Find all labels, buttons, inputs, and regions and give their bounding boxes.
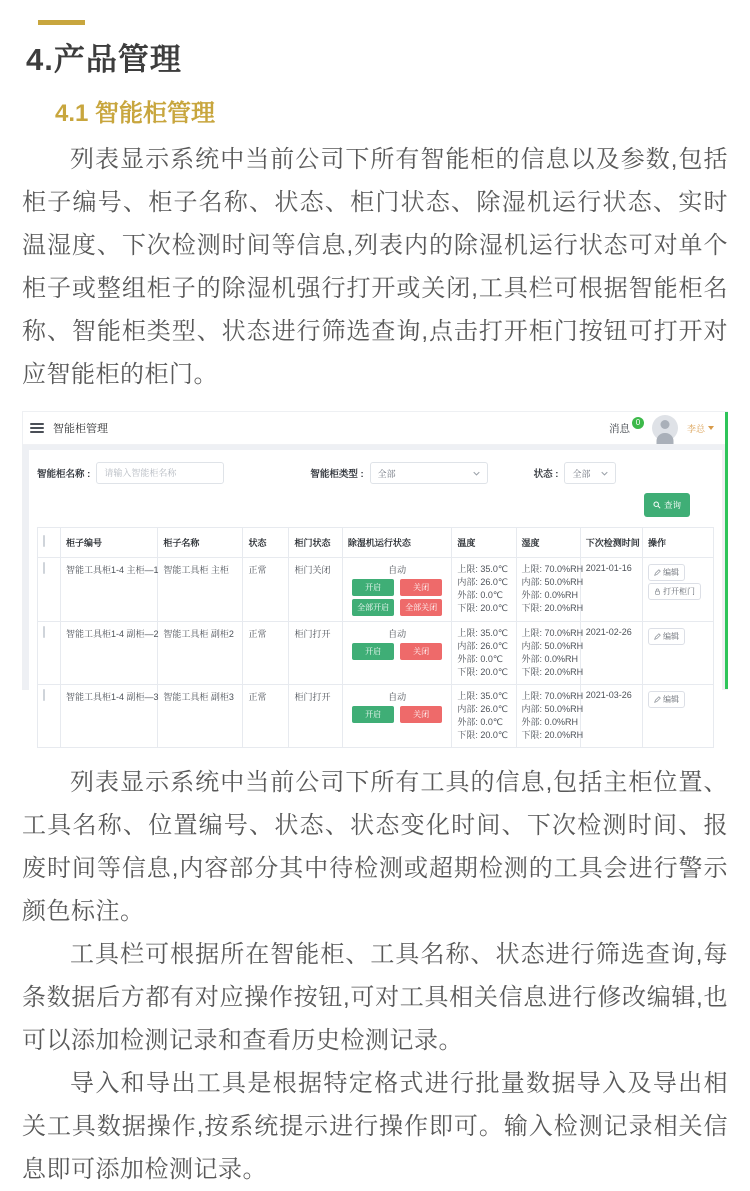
chevron-down-icon — [473, 470, 480, 477]
dehumidifier-cell — [342, 558, 452, 622]
dehumidifier-cell — [342, 685, 452, 748]
operation-cell — [642, 558, 713, 622]
humidity-line: 外部: 0.0%RH — [521, 654, 579, 665]
dehumidifier-off-button[interactable]: 关闭 — [400, 643, 442, 660]
green-edge-strip — [725, 412, 728, 689]
temperature-line: 上限: 35.0℃ — [457, 564, 508, 574]
humidity-line: 外部: 0.0%RH — [521, 590, 579, 601]
cabinet-name-cell: 智能工具柜 主柜 — [158, 558, 243, 622]
status-cell: 正常 — [243, 622, 289, 685]
cabinet-type-select[interactable] — [370, 462, 488, 484]
hamburger-menu-icon[interactable] — [30, 423, 44, 433]
row-checkbox[interactable] — [43, 626, 45, 638]
door-status-cell: 柜门关闭 — [289, 558, 342, 622]
app-body — [23, 445, 728, 766]
humidity-line: 上限: 70.0%RH — [521, 628, 584, 638]
next-check-cell: 2021-03-26 — [580, 685, 642, 748]
col-operation: 操作 — [642, 528, 713, 558]
col-status: 状态 — [243, 528, 289, 558]
door-status-cell: 柜门打开 — [289, 685, 342, 748]
app-header — [23, 412, 728, 445]
table-row — [38, 558, 714, 622]
section-4-2-paragraph-2: 工具栏可根据所在智能柜、工具名称、状态进行筛选查询,每条数据后方都有对应操作按钮,可对工具相关信息进行修改编辑,也可以添加检测记录和查看历史检测记录。 — [22, 941, 728, 1054]
col-cabinet-name: 柜子名称 — [158, 528, 243, 558]
next-check-cell: 2021-01-16 — [580, 558, 642, 622]
humidity-line: 上限: 70.0%RH — [521, 564, 584, 574]
humidity-line: 下限: 20.0%RH — [521, 667, 584, 678]
status-label: 状态 : — [533, 469, 559, 480]
filter-bar — [37, 462, 714, 484]
temperature-cell — [452, 685, 516, 748]
cabinet-table — [37, 527, 714, 748]
table-header-row — [38, 528, 714, 558]
messages-link[interactable] — [608, 418, 643, 436]
temperature-line: 上限: 35.0℃ — [457, 691, 508, 702]
temperature-line: 外部: 0.0℃ — [457, 590, 503, 601]
operation-cell — [642, 685, 713, 748]
cabinet-name-label: 智能柜名称 : — [37, 469, 91, 480]
humidity-line: 内部: 50.0%RH — [521, 577, 584, 588]
temperature-line: 内部: 26.0℃ — [457, 704, 508, 715]
cabinet-type-label: 智能柜类型 : — [310, 469, 364, 480]
dehumidifier-on-button[interactable]: 开启 — [352, 643, 394, 660]
section-4-1-paragraph: 列表显示系统中当前公司下所有智能柜的信息以及参数,包括柜子编号、柜子名称、状态、柜门状态、除湿机运行状态、实时温湿度、下次检测时间等信息,列表内的除湿机运行状态可对单个柜子或整组柜子的除湿机强行打开或关闭,工具栏可根据智能柜名称、智能柜类型、状态进行筛选查询,点击打开柜门按钮可打开对应智能柜的柜门。 — [22, 146, 728, 388]
status-select[interactable] — [564, 462, 616, 484]
dehumidifier-off-button[interactable]: 关闭 — [400, 706, 442, 723]
col-door-status: 柜门状态 — [289, 528, 342, 558]
pencil-icon — [654, 696, 661, 703]
cabinet-name-cell: 智能工具柜 副柜3 — [158, 685, 243, 748]
humidity-cell — [516, 622, 584, 685]
temperature-line: 下限: 20.0℃ — [457, 730, 508, 741]
door-status-cell: 柜门打开 — [289, 622, 342, 685]
dehumidifier-mode: 自动 — [388, 565, 407, 575]
accent-bar — [38, 20, 85, 25]
open-door-button[interactable] — [648, 583, 701, 600]
dehumidifier-mode: 自动 — [388, 692, 407, 703]
search-button[interactable] — [644, 493, 690, 517]
humidity-line: 外部: 0.0%RH — [521, 717, 579, 728]
edit-button[interactable] — [648, 691, 685, 708]
humidity-cell — [516, 558, 584, 622]
user-menu[interactable] — [687, 422, 714, 435]
smart-cabinet-screenshot — [22, 411, 728, 741]
lock-icon — [654, 588, 661, 595]
humidity-line: 内部: 50.0%RH — [521, 704, 584, 715]
app-title: 智能柜管理 — [53, 423, 108, 435]
humidity-line: 下限: 20.0%RH — [521, 603, 584, 614]
dehumidifier-on-button[interactable]: 开启 — [352, 579, 394, 596]
status-cell: 正常 — [243, 558, 289, 622]
humidity-line: 下限: 20.0%RH — [521, 730, 584, 741]
humidity-line: 上限: 70.0%RH — [521, 691, 584, 702]
edit-button-label: 编辑 — [662, 695, 679, 705]
row-checkbox[interactable] — [43, 689, 45, 701]
edit-button[interactable] — [648, 564, 685, 581]
search-icon — [653, 501, 661, 509]
status-cell: 正常 — [243, 685, 289, 748]
pencil-icon — [654, 633, 661, 640]
dehumidifier-all-on-button[interactable]: 全部开启 — [352, 599, 394, 616]
section-4-2-paragraph-1: 列表显示系统中当前公司下所有工具的信息,包括主柜位置、工具名称、位置编号、状态、状态变化时间、下次检测时间、报废时间等信息,内容部分其中待检测或超期检测的工具会进行警示颜色标注。 — [22, 769, 728, 925]
col-dehumidifier: 除湿机运行状态 — [342, 528, 452, 558]
dehumidifier-all-off-button[interactable]: 全部关闭 — [400, 599, 442, 616]
search-button-label: 查询 — [663, 500, 681, 510]
temperature-cell — [452, 558, 516, 622]
edit-button-label: 编辑 — [662, 632, 679, 641]
col-next-check: 下次检测时间 — [580, 528, 642, 558]
temperature-line: 外部: 0.0℃ — [457, 654, 503, 665]
dehumidifier-mode: 自动 — [388, 629, 407, 639]
chevron-down-icon — [601, 470, 608, 477]
humidity-cell — [516, 685, 584, 748]
dehumidifier-cell — [342, 622, 452, 685]
temperature-line: 外部: 0.0℃ — [457, 717, 503, 728]
table-row — [38, 685, 714, 748]
col-cabinet-no: 柜子编号 — [60, 528, 157, 558]
page-title: 4.产品管理 — [26, 42, 182, 77]
temperature-line: 下限: 20.0℃ — [457, 603, 508, 614]
operation-cell — [642, 622, 713, 685]
col-temperature: 温度 — [452, 528, 516, 558]
section-4-1-title: 4.1 智能柜管理 — [55, 100, 216, 127]
temperature-cell — [452, 622, 516, 685]
cabinet-name-input[interactable] — [96, 462, 224, 484]
cabinet-no-cell: 智能工具柜1-4 主柜—1 — [60, 558, 157, 622]
temperature-line: 上限: 35.0℃ — [457, 628, 508, 638]
avatar[interactable] — [652, 415, 678, 441]
cabinet-no-cell: 智能工具柜1-4 副柜—2 — [60, 622, 157, 685]
section-4-2-paragraph-3: 导入和导出工具是根据特定格式进行批量数据导入及导出相关工具数据操作,按系统提示进行操作即可。输入检测记录相关信息即可添加检测记录。 — [22, 1070, 728, 1183]
pencil-icon — [654, 569, 661, 576]
temperature-line: 内部: 26.0℃ — [457, 577, 508, 588]
content-panel — [29, 450, 722, 758]
status-value: 全部 — [572, 468, 591, 479]
messages-count-badge: 0 — [632, 417, 644, 429]
dehumidifier-on-button[interactable]: 开启 — [352, 706, 394, 723]
cabinet-name-cell: 智能工具柜 副柜2 — [158, 622, 243, 685]
col-humidity: 湿度 — [516, 528, 580, 558]
table-row — [38, 622, 714, 685]
edit-button-label: 编辑 — [662, 568, 679, 577]
messages-label: 消息 — [608, 422, 630, 435]
cabinet-type-value: 全部 — [377, 468, 396, 479]
temperature-line: 下限: 20.0℃ — [457, 667, 508, 678]
chevron-down-icon — [708, 426, 714, 430]
select-all-checkbox[interactable] — [43, 535, 45, 547]
open-door-button-label: 打开柜门 — [662, 587, 695, 596]
edit-button[interactable] — [648, 628, 685, 645]
row-checkbox[interactable] — [43, 562, 45, 574]
humidity-line: 内部: 50.0%RH — [521, 641, 584, 652]
dehumidifier-off-button[interactable]: 关闭 — [400, 579, 442, 596]
temperature-line: 内部: 26.0℃ — [457, 641, 508, 652]
next-check-cell: 2021-02-26 — [580, 622, 642, 685]
cabinet-no-cell: 智能工具柜1-4 副柜—3 — [60, 685, 157, 748]
user-name: 李总 — [686, 423, 705, 434]
cabinet-table-body — [38, 558, 714, 748]
